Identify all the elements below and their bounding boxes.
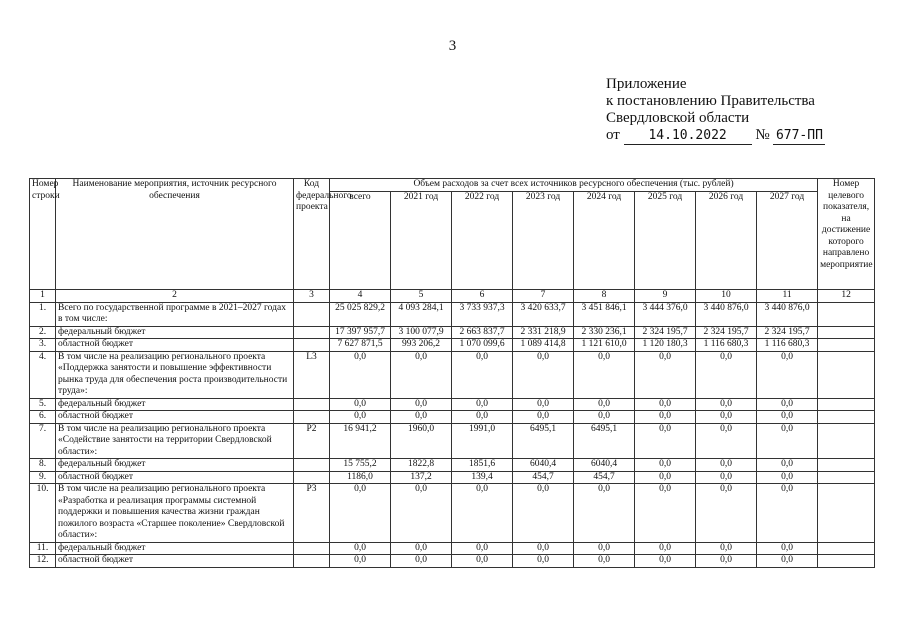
header-target: Номер целевого показателя, на достижение которого направлено мероприятие — [818, 179, 875, 290]
amount-cell: 0,0 — [635, 484, 696, 543]
amount-cell: 0,0 — [330, 411, 391, 424]
amount-cell: 0,0 — [452, 351, 513, 398]
header-2027: 2027 год — [757, 192, 818, 290]
amount-cell: 3 420 633,7 — [513, 302, 574, 326]
amount-cell: 0,0 — [513, 398, 574, 411]
amount-cell: 0,0 — [757, 484, 818, 543]
target-indicator-cell — [818, 351, 875, 398]
row-number-cell: 5. — [30, 398, 56, 411]
target-indicator-cell — [818, 339, 875, 352]
amount-cell: 0,0 — [513, 542, 574, 555]
table-row — [30, 351, 875, 398]
header-code: Код федерального проекта — [294, 179, 330, 290]
table-row — [30, 484, 875, 543]
amount-cell: 0,0 — [696, 398, 757, 411]
row-name-cell: областной бюджет — [56, 411, 294, 424]
header-2024: 2024 год — [574, 192, 635, 290]
table-row — [30, 302, 875, 326]
amount-cell: 1 116 680,3 — [696, 339, 757, 352]
amount-cell: 0,0 — [635, 398, 696, 411]
row-number-cell: 3. — [30, 339, 56, 352]
table-row — [30, 423, 875, 459]
amount-cell: 6495,1 — [513, 423, 574, 459]
amount-cell: 0,0 — [452, 411, 513, 424]
resolution-number: 677-ПП — [773, 127, 825, 145]
number-sign: № — [755, 127, 770, 143]
column-number-row — [30, 290, 875, 303]
column-number: 12 — [818, 290, 875, 303]
amount-cell: 0,0 — [635, 542, 696, 555]
amount-cell: 0,0 — [391, 542, 452, 555]
table-row — [30, 459, 875, 472]
amount-cell: 993 206,2 — [391, 339, 452, 352]
row-name-cell: федеральный бюджет — [56, 459, 294, 472]
amount-cell: 1960,0 — [391, 423, 452, 459]
table-body — [30, 302, 875, 567]
amount-cell: 0,0 — [757, 471, 818, 484]
amount-cell: 0,0 — [757, 411, 818, 424]
project-code-cell: P2 — [294, 423, 330, 459]
header-volume-group: Объем расходов за счет всех источников ресурсного обеспечения (тыс. рублей) — [330, 179, 818, 192]
amount-cell: 0,0 — [635, 423, 696, 459]
project-code-cell — [294, 398, 330, 411]
amount-cell: 0,0 — [574, 542, 635, 555]
column-number: 3 — [294, 290, 330, 303]
project-code-cell — [294, 459, 330, 472]
table-row — [30, 398, 875, 411]
target-indicator-cell — [818, 484, 875, 543]
amount-cell: 3 451 846,1 — [574, 302, 635, 326]
amount-cell: 0,0 — [757, 423, 818, 459]
amount-cell: 0,0 — [391, 555, 452, 568]
appendix-block — [606, 76, 825, 145]
amount-cell: 3 440 876,0 — [696, 302, 757, 326]
amount-cell: 3 444 376,0 — [635, 302, 696, 326]
project-code-cell — [294, 471, 330, 484]
page-number: 3 — [448, 38, 457, 54]
amount-cell: 0,0 — [452, 542, 513, 555]
header-2025: 2025 год — [635, 192, 696, 290]
amount-cell: 3 100 077,9 — [391, 326, 452, 339]
header-total: всего — [330, 192, 391, 290]
row-name-cell: Всего по государственной программе в 2021–2027 годах в том числе: — [56, 302, 294, 326]
row-number-cell: 11. — [30, 542, 56, 555]
amount-cell: 0,0 — [696, 411, 757, 424]
amount-cell: 139,4 — [452, 471, 513, 484]
amount-cell: 7 627 871,5 — [330, 339, 391, 352]
header-2023: 2023 год — [513, 192, 574, 290]
amount-cell: 0,0 — [574, 398, 635, 411]
amount-cell: 0,0 — [513, 555, 574, 568]
row-name-cell: федеральный бюджет — [56, 398, 294, 411]
row-name-cell: федеральный бюджет — [56, 542, 294, 555]
row-name-cell: федеральный бюджет — [56, 326, 294, 339]
table-row — [30, 339, 875, 352]
amount-cell: 0,0 — [696, 351, 757, 398]
amount-cell: 0,0 — [574, 484, 635, 543]
amount-cell: 1 116 680,3 — [757, 339, 818, 352]
amount-cell: 0,0 — [635, 411, 696, 424]
row-name-cell: В том числе на реализацию регионального проекта «Поддержка занятости и повышение эффективности рынка труда для обеспечения роста производительности труда»: — [56, 351, 294, 398]
amount-cell: 2 330 236,1 — [574, 326, 635, 339]
amount-cell: 0,0 — [330, 484, 391, 543]
column-number: 6 — [452, 290, 513, 303]
appendix-resolution: к постановлению Правительства — [606, 93, 815, 109]
project-code-cell: P3 — [294, 484, 330, 543]
row-name-cell: В том числе на реализацию регионального проекта «Содействие занятости на территории Свердловской области»: — [56, 423, 294, 459]
amount-cell: 0,0 — [391, 484, 452, 543]
amount-cell: 454,7 — [513, 471, 574, 484]
amount-cell: 4 093 284,1 — [391, 302, 452, 326]
amount-cell: 0,0 — [757, 542, 818, 555]
column-number: 4 — [330, 290, 391, 303]
header-name: Наименование мероприятия, источник ресурсного обеспечения — [56, 179, 294, 290]
row-number-cell: 1. — [30, 302, 56, 326]
column-number: 11 — [757, 290, 818, 303]
header-2021: 2021 год — [391, 192, 452, 290]
amount-cell: 0,0 — [696, 423, 757, 459]
amount-cell: 2 324 195,7 — [757, 326, 818, 339]
amount-cell: 1 121 610,0 — [574, 339, 635, 352]
amount-cell: 17 397 957,7 — [330, 326, 391, 339]
amount-cell: 6495,1 — [574, 423, 635, 459]
column-number: 1 — [30, 290, 56, 303]
amount-cell: 6040,4 — [574, 459, 635, 472]
appendix-region: Свердловской области — [606, 110, 750, 126]
amount-cell: 0,0 — [757, 459, 818, 472]
target-indicator-cell — [818, 459, 875, 472]
resolution-date: 14.10.2022 — [624, 127, 752, 145]
amount-cell: 0,0 — [574, 351, 635, 398]
row-name-cell: областной бюджет — [56, 471, 294, 484]
amount-cell: 0,0 — [757, 398, 818, 411]
amount-cell: 0,0 — [513, 411, 574, 424]
project-code-cell — [294, 555, 330, 568]
column-number: 8 — [574, 290, 635, 303]
amount-cell: 1 070 099,6 — [452, 339, 513, 352]
amount-cell: 0,0 — [330, 542, 391, 555]
amount-cell: 0,0 — [757, 351, 818, 398]
header-2022: 2022 год — [452, 192, 513, 290]
amount-cell: 0,0 — [635, 471, 696, 484]
row-number-cell: 2. — [30, 326, 56, 339]
target-indicator-cell — [818, 555, 875, 568]
amount-cell: 1991,0 — [452, 423, 513, 459]
amount-cell: 0,0 — [696, 555, 757, 568]
project-code-cell — [294, 339, 330, 352]
amount-cell: 0,0 — [452, 398, 513, 411]
amount-cell: 0,0 — [391, 351, 452, 398]
amount-cell: 3 733 937,3 — [452, 302, 513, 326]
amount-cell: 25 025 829,2 — [330, 302, 391, 326]
amount-cell: 2 324 195,7 — [696, 326, 757, 339]
amount-cell: 2 663 837,7 — [452, 326, 513, 339]
expenditure-table — [29, 178, 875, 568]
project-code-cell — [294, 302, 330, 326]
column-number: 7 — [513, 290, 574, 303]
target-indicator-cell — [818, 302, 875, 326]
amount-cell: 1 089 414,8 — [513, 339, 574, 352]
amount-cell: 0,0 — [757, 555, 818, 568]
amount-cell: 1851,6 — [452, 459, 513, 472]
project-code-cell — [294, 326, 330, 339]
amount-cell: 0,0 — [452, 484, 513, 543]
amount-cell: 0,0 — [696, 471, 757, 484]
row-number-cell: 10. — [30, 484, 56, 543]
date-prefix: от — [606, 127, 620, 143]
target-indicator-cell — [818, 471, 875, 484]
project-code-cell — [294, 542, 330, 555]
header-2026: 2026 год — [696, 192, 757, 290]
row-number-cell: 4. — [30, 351, 56, 398]
amount-cell: 0,0 — [513, 484, 574, 543]
column-number: 9 — [635, 290, 696, 303]
amount-cell: 1186,0 — [330, 471, 391, 484]
table-row — [30, 542, 875, 555]
header-row-number: Номер строки — [30, 179, 56, 290]
row-name-cell: областной бюджет — [56, 555, 294, 568]
row-number-cell: 6. — [30, 411, 56, 424]
amount-cell: 0,0 — [574, 411, 635, 424]
amount-cell: 15 755,2 — [330, 459, 391, 472]
table-row — [30, 326, 875, 339]
amount-cell: 1 120 180,3 — [635, 339, 696, 352]
column-number: 10 — [696, 290, 757, 303]
amount-cell: 0,0 — [696, 459, 757, 472]
amount-cell: 0,0 — [330, 351, 391, 398]
amount-cell: 0,0 — [391, 398, 452, 411]
amount-cell: 454,7 — [574, 471, 635, 484]
amount-cell: 0,0 — [330, 398, 391, 411]
target-indicator-cell — [818, 398, 875, 411]
amount-cell: 0,0 — [330, 555, 391, 568]
amount-cell: 0,0 — [696, 484, 757, 543]
row-number-cell: 12. — [30, 555, 56, 568]
amount-cell: 2 324 195,7 — [635, 326, 696, 339]
table-row — [30, 555, 875, 568]
target-indicator-cell — [818, 411, 875, 424]
row-number-cell: 7. — [30, 423, 56, 459]
appendix-title: Приложение — [606, 76, 687, 92]
table-row — [30, 471, 875, 484]
project-code-cell — [294, 411, 330, 424]
amount-cell: 0,0 — [696, 542, 757, 555]
row-name-cell: областной бюджет — [56, 339, 294, 352]
amount-cell: 16 941,2 — [330, 423, 391, 459]
target-indicator-cell — [818, 423, 875, 459]
project-code-cell: L3 — [294, 351, 330, 398]
appendix-date-line — [606, 127, 825, 145]
amount-cell: 0,0 — [635, 351, 696, 398]
amount-cell: 0,0 — [635, 555, 696, 568]
target-indicator-cell — [818, 542, 875, 555]
amount-cell: 1822,8 — [391, 459, 452, 472]
column-number: 2 — [56, 290, 294, 303]
row-number-cell: 9. — [30, 471, 56, 484]
amount-cell: 137,2 — [391, 471, 452, 484]
target-indicator-cell — [818, 326, 875, 339]
column-number: 5 — [391, 290, 452, 303]
amount-cell: 0,0 — [574, 555, 635, 568]
amount-cell: 2 331 218,9 — [513, 326, 574, 339]
amount-cell: 6040,4 — [513, 459, 574, 472]
amount-cell: 0,0 — [452, 555, 513, 568]
amount-cell: 0,0 — [635, 459, 696, 472]
amount-cell: 0,0 — [513, 351, 574, 398]
amount-cell: 3 440 876,0 — [757, 302, 818, 326]
table-row — [30, 411, 875, 424]
amount-cell: 0,0 — [391, 411, 452, 424]
row-number-cell: 8. — [30, 459, 56, 472]
row-name-cell: В том числе на реализацию регионального проекта «Разработка и реализация программы системной поддержки и повышения качества жизни граждан пожилого возраста «Старшее поколение» Свердловской области»: — [56, 484, 294, 543]
